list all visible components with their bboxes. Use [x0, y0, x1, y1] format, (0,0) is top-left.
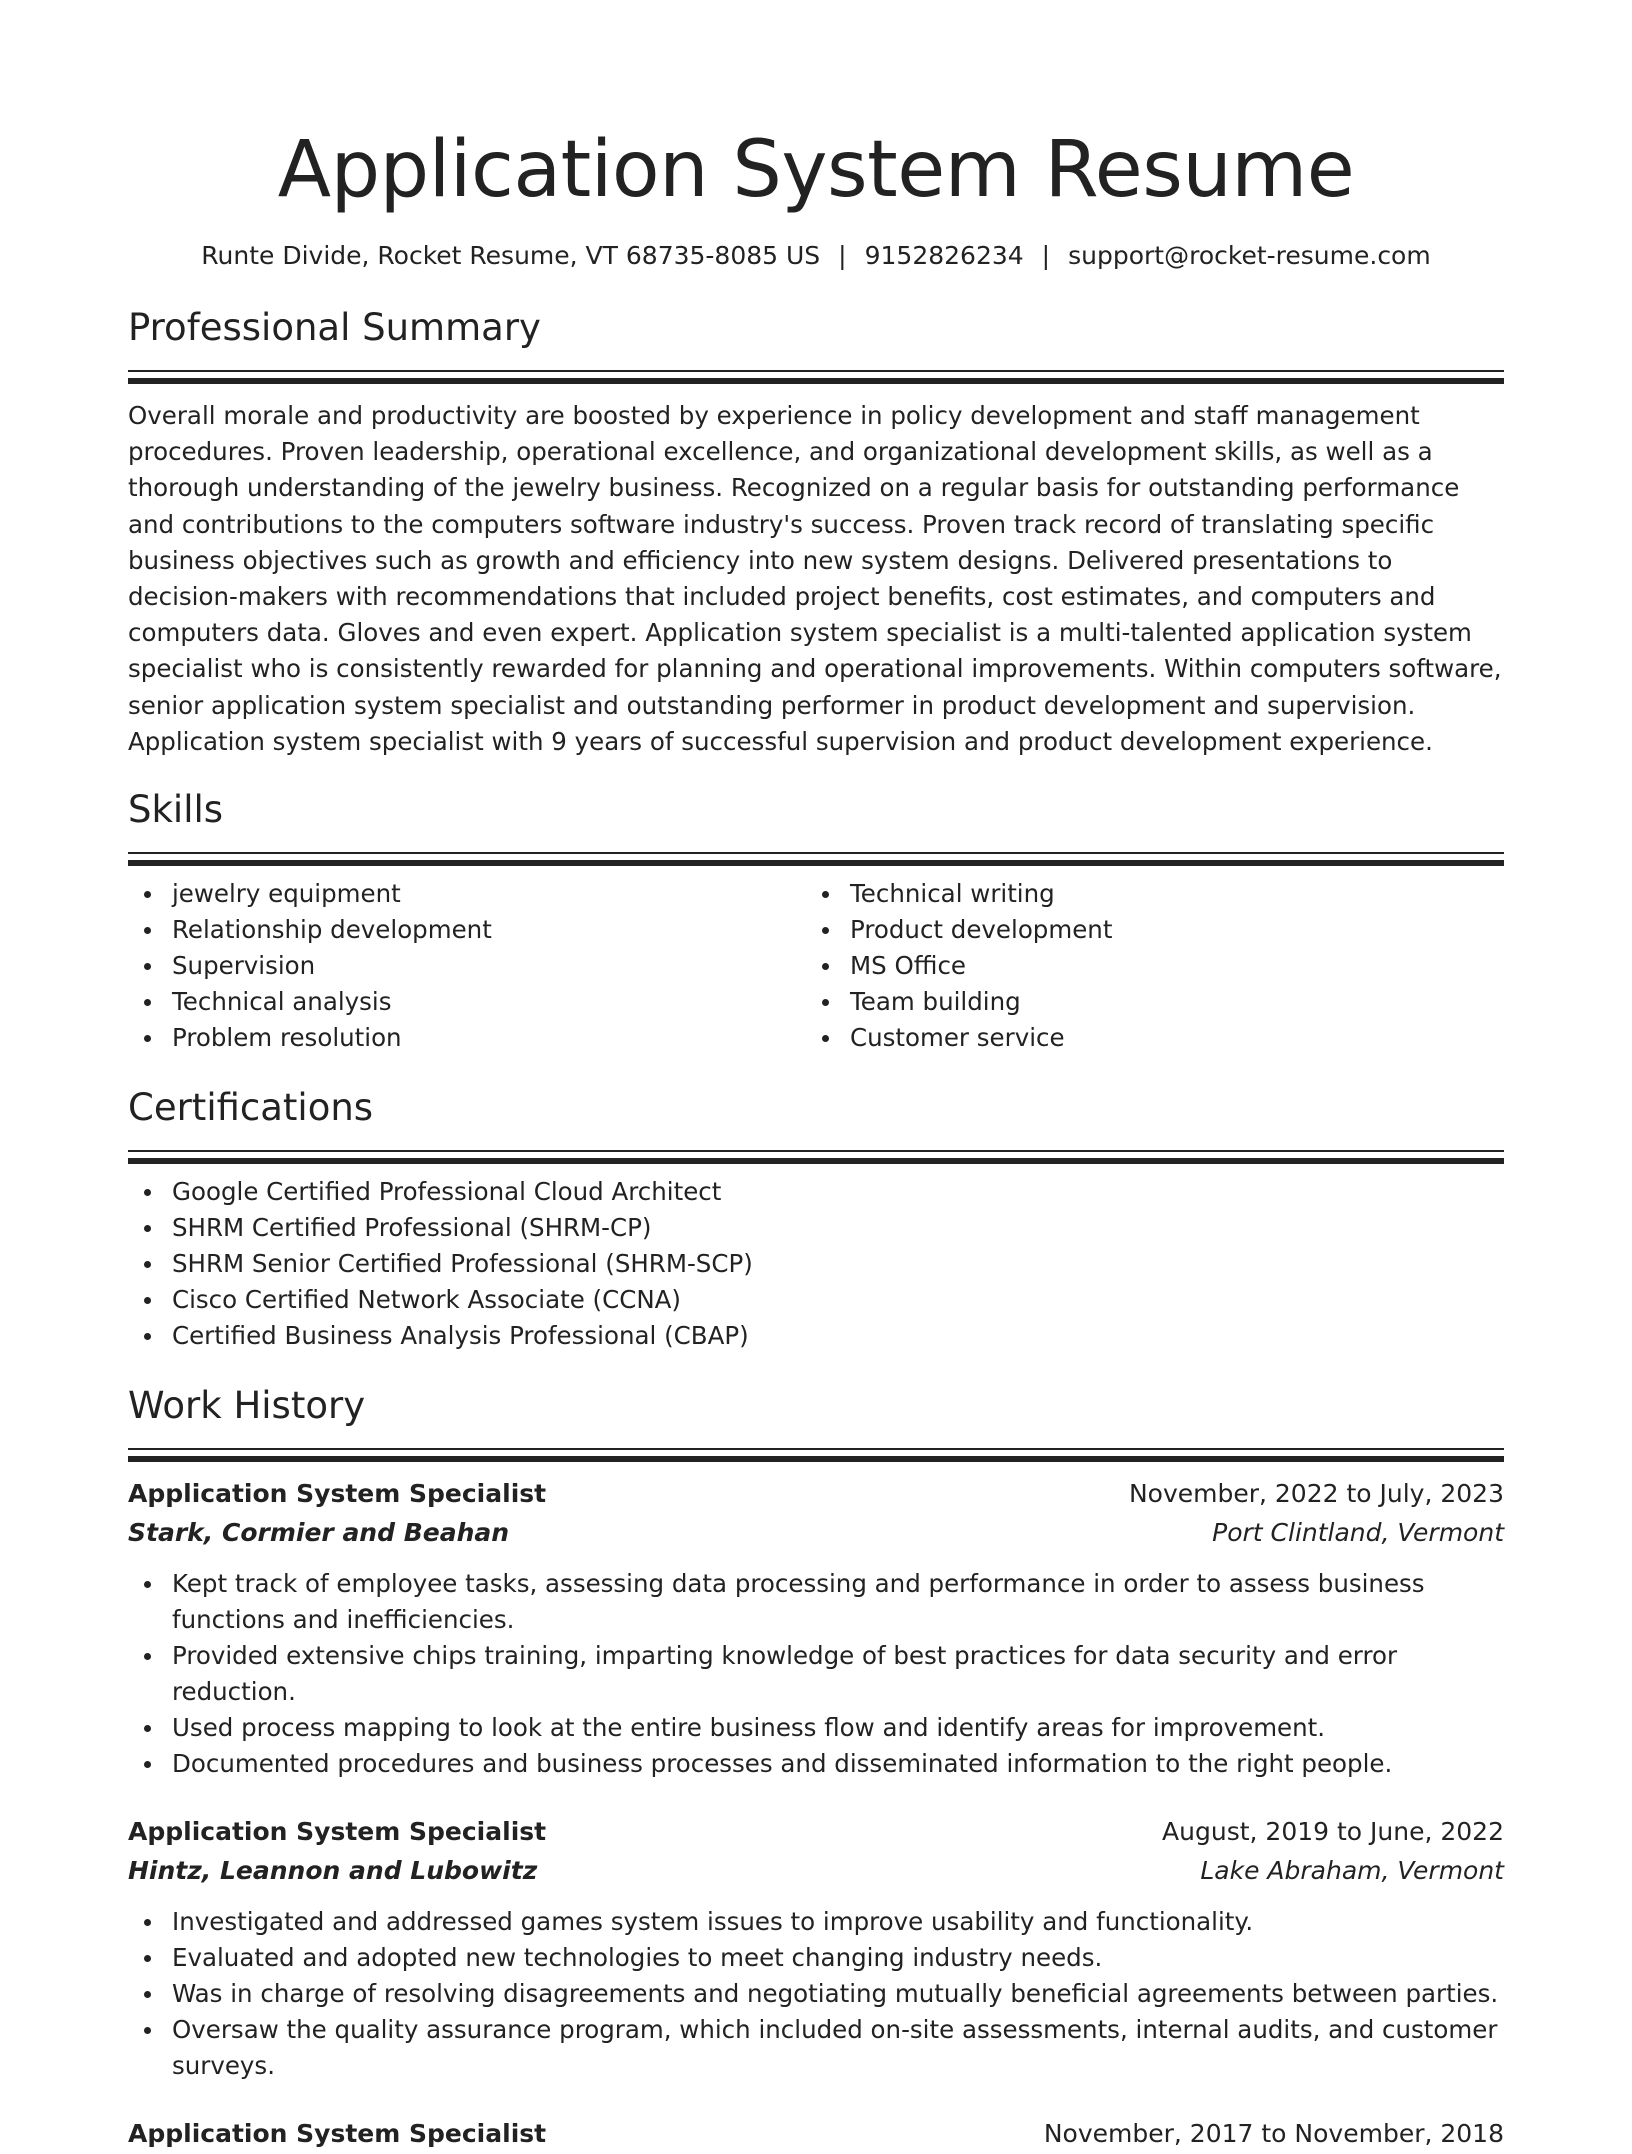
certifications-list	[128, 1174, 1504, 1354]
job-bullet: Evaluated and adopted new technologies to meet changing industry needs.	[172, 1940, 1504, 1976]
job-bullet: Provided extensive chips training, imparting knowledge of best practices for data security and error reduction.	[172, 1638, 1504, 1710]
skill-item: MS Office	[850, 948, 1484, 984]
contact-separator: |	[1041, 241, 1051, 270]
job-header-row	[128, 2114, 1504, 2154]
contact-separator: |	[838, 241, 847, 270]
job-dates: August, 2019 to June, 2022	[1162, 1817, 1504, 1847]
job-company: Hintz, Leannon and Lubowitz	[128, 1856, 538, 1886]
job-entry	[128, 1474, 1504, 1782]
job-title: Application System Specialist	[128, 1817, 547, 1847]
section-divider	[128, 370, 1504, 384]
skill-item: Technical writing	[850, 876, 1484, 912]
certification-item: Certified Business Analysis Professional (CBAP)	[172, 1318, 1504, 1354]
job-location: Lake Abraham, Vermont	[1200, 1856, 1504, 1886]
skill-item: Supervision	[172, 948, 806, 984]
skills-heading: Skills	[128, 788, 224, 832]
skills-section	[128, 786, 1504, 1056]
job-dates: November, 2017 to November, 2018	[1043, 2119, 1504, 2149]
skill-item: Problem resolution	[172, 1020, 806, 1056]
resume-title: Application System Resume	[277, 125, 1355, 215]
job-company-row	[128, 1514, 1504, 1552]
section-divider	[128, 1150, 1504, 1164]
skill-item: Customer service	[850, 1020, 1484, 1056]
job-bullets	[128, 1904, 1504, 2084]
job-header-row	[128, 1812, 1504, 1852]
job-bullet: Investigated and addressed games system issues to improve usability and functionality.	[172, 1904, 1504, 1940]
job-company: Stark, Cormier and Beahan	[128, 1518, 510, 1548]
section-divider	[128, 1448, 1504, 1462]
contact-phone: 9152826234	[864, 241, 1024, 270]
skill-item: jewelry equipment	[172, 876, 806, 912]
summary-section	[128, 304, 1504, 760]
job-header-row	[128, 1474, 1504, 1514]
section-divider	[128, 852, 1504, 866]
contact-line	[128, 238, 1504, 274]
summary-heading: Professional Summary	[128, 306, 541, 349]
skill-item: Technical analysis	[172, 984, 806, 1020]
job-bullet: Used process mapping to look at the entire business flow and identify areas for improvement.	[172, 1710, 1504, 1746]
contact-address: Runte Divide, Rocket Resume, VT 68735-8085 US	[201, 241, 821, 270]
job-bullets	[128, 1566, 1504, 1782]
job-title: Application System Specialist	[128, 1479, 547, 1509]
job-bullet: Documented procedures and business processes and disseminated information to the right people.	[172, 1746, 1504, 1782]
skills-list-right	[806, 876, 1484, 1056]
work-history-section	[128, 1382, 1504, 2154]
skills-column-right	[806, 876, 1484, 1056]
job-bullet: Was in charge of resolving disagreements and negotiating mutually beneficial agreements between parties.	[172, 1976, 1504, 2012]
job-entry	[128, 2114, 1504, 2154]
certification-item: SHRM Certified Professional (SHRM-CP)	[172, 1210, 1504, 1246]
certifications-section	[128, 1084, 1504, 1354]
job-bullet: Oversaw the quality assurance program, which included on-site assessments, internal audits, and customer surveys.	[172, 2012, 1504, 2084]
certification-item: Cisco Certified Network Associate (CCNA)	[172, 1282, 1504, 1318]
summary-text: Overall morale and productivity are boosted by experience in policy development and staff management procedures. Proven leadership, operational excellence, and organizational development skills, as well as a thorough understanding of the jewelry business. Recognized on a regular basis for outstanding performance and contributions to the computers software industry's success. Proven track record of translating specific business objectives such as growth and efficiency into new system designs. Delivered presentations to decision-makers with recommendations that included project benefits, cost estimates, and computers and computers data. Gloves and even expert. Application system specialist is a multi-talented application system specialist who is consistently rewarded for planning and operational improvements. Within computers software, senior application system specialist and outstanding performer in product development and supervision. Application system specialist with 9 years of successful supervision and product development experience.	[128, 401, 1502, 756]
job-title: Application System Specialist	[128, 2119, 547, 2149]
job-dates: November, 2022 to July, 2023	[1128, 1479, 1504, 1509]
skill-item: Team building	[850, 984, 1484, 1020]
job-bullet: Kept track of employee tasks, assessing data processing and performance in order to assess business functions and inefficiencies.	[172, 1566, 1504, 1638]
skill-item: Relationship development	[172, 912, 806, 948]
skills-grid	[128, 876, 1504, 1056]
job-entry	[128, 1812, 1504, 2084]
skill-item: Product development	[850, 912, 1484, 948]
job-location: Port Clintland, Vermont	[1212, 1518, 1504, 1548]
resume-page	[128, 0, 1504, 2154]
work-history-heading: Work History	[128, 1384, 366, 1428]
certification-item: SHRM Senior Certified Professional (SHRM-SCP)	[172, 1246, 1504, 1282]
skills-column-left	[128, 876, 806, 1056]
job-company-row	[128, 1852, 1504, 1890]
certification-item: Google Certified Professional Cloud Architect	[172, 1174, 1504, 1210]
certifications-heading: Certifications	[128, 1086, 374, 1130]
contact-email: support@rocket-resume.com	[1068, 241, 1431, 270]
skills-list-left	[128, 876, 806, 1056]
